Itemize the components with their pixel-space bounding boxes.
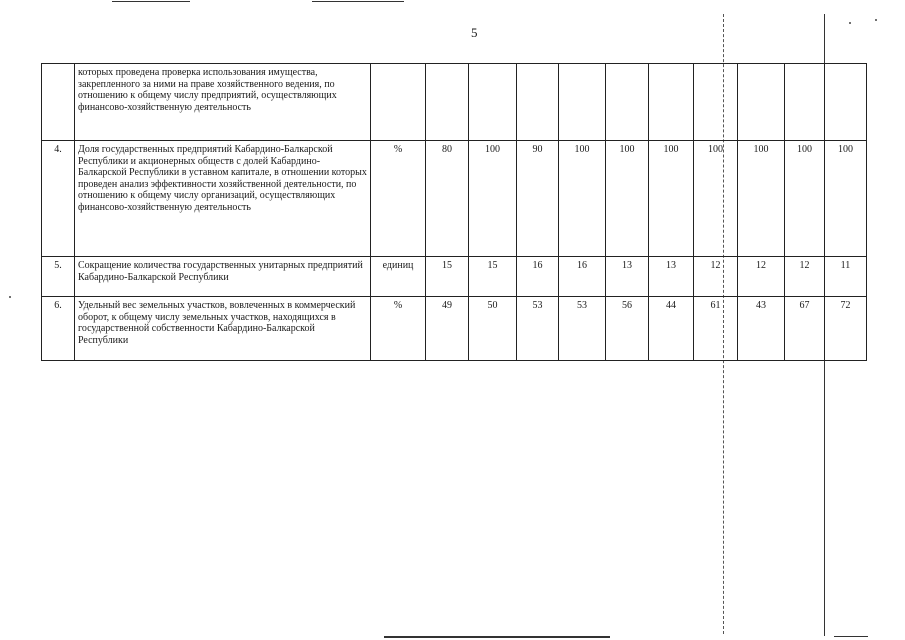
value-cell [825, 64, 867, 141]
scan-artifact-speck [849, 22, 851, 24]
value-cell: 100 [738, 141, 785, 257]
unit-cell: % [371, 297, 426, 361]
page-number: 5 [471, 25, 478, 40]
value-cell [738, 64, 785, 141]
value-cell: 15 [426, 257, 469, 297]
value-cell [517, 64, 559, 141]
indicators-table [41, 63, 867, 361]
value-cell: 44 [649, 297, 694, 361]
value-cell: 49 [426, 297, 469, 361]
value-cell: 12 [694, 257, 738, 297]
value-cell: 80 [426, 141, 469, 257]
value-cell: 16 [559, 257, 606, 297]
row-number: 4. [42, 141, 75, 257]
value-cell: 16 [517, 257, 559, 297]
value-cell: 100 [606, 141, 649, 257]
value-cell [606, 64, 649, 141]
value-cell: 13 [606, 257, 649, 297]
value-cell: 100 [469, 141, 517, 257]
value-cell [785, 64, 825, 141]
scan-artifact-bottom-right-line [834, 636, 868, 637]
value-cell [469, 64, 517, 141]
row-number [42, 64, 75, 141]
unit-cell: единиц [371, 257, 426, 297]
scan-artifact-top-left-line [112, 1, 190, 2]
table-row [42, 297, 867, 361]
value-cell: 53 [559, 297, 606, 361]
indicator-name: которых проведена проверка использования имущества, закрепленного за ними на праве хозяйственного ведения, по отношению к общему числу предприятий, осуществляющих финансово-хозяйственную деятельность [75, 64, 371, 141]
row-number: 5. [42, 257, 75, 297]
value-cell: 13 [649, 257, 694, 297]
scan-artifact-speck [875, 19, 877, 21]
indicator-name: Сокращение количества государственных унитарных предприятий Кабардино-Балкарской Республики [75, 257, 371, 297]
value-cell [649, 64, 694, 141]
value-cell: 100 [785, 141, 825, 257]
value-cell: 100 [694, 141, 738, 257]
scan-artifact-bottom-line [384, 636, 610, 638]
unit-cell [371, 64, 426, 141]
value-cell: 43 [738, 297, 785, 361]
scan-artifact-speck [9, 296, 11, 298]
value-cell: 50 [469, 297, 517, 361]
value-cell: 53 [517, 297, 559, 361]
value-cell: 56 [606, 297, 649, 361]
table-row [42, 257, 867, 297]
unit-cell: % [371, 141, 426, 257]
value-cell: 100 [559, 141, 606, 257]
value-cell: 67 [785, 297, 825, 361]
value-cell: 12 [738, 257, 785, 297]
value-cell: 100 [649, 141, 694, 257]
scan-artifact-top-mid-line [312, 1, 404, 2]
table-row [42, 141, 867, 257]
row-number: 6. [42, 297, 75, 361]
value-cell: 100 [825, 141, 867, 257]
value-cell [694, 64, 738, 141]
indicator-name: Доля государственных предприятий Кабардино-Балкарской Республики и акционерных обществ с долей Кабардино-Балкарской Республики в уставном капитале, в отношении которых проведен анализ эффективности хозяйственной деятельности, по отношению к общему числу организаций, осуществляющих финансово-хозяйственную деятельность [75, 141, 371, 257]
value-cell: 61 [694, 297, 738, 361]
indicator-name: Удельный вес земельных участков, вовлеченных в коммерческий оборот, к общему числу земельных участков, находящихся в государственной собственности Кабардино-Балкарской Республики [75, 297, 371, 361]
table-row [42, 64, 867, 141]
value-cell: 72 [825, 297, 867, 361]
value-cell [426, 64, 469, 141]
value-cell: 15 [469, 257, 517, 297]
value-cell [559, 64, 606, 141]
value-cell: 11 [825, 257, 867, 297]
value-cell: 90 [517, 141, 559, 257]
value-cell: 12 [785, 257, 825, 297]
